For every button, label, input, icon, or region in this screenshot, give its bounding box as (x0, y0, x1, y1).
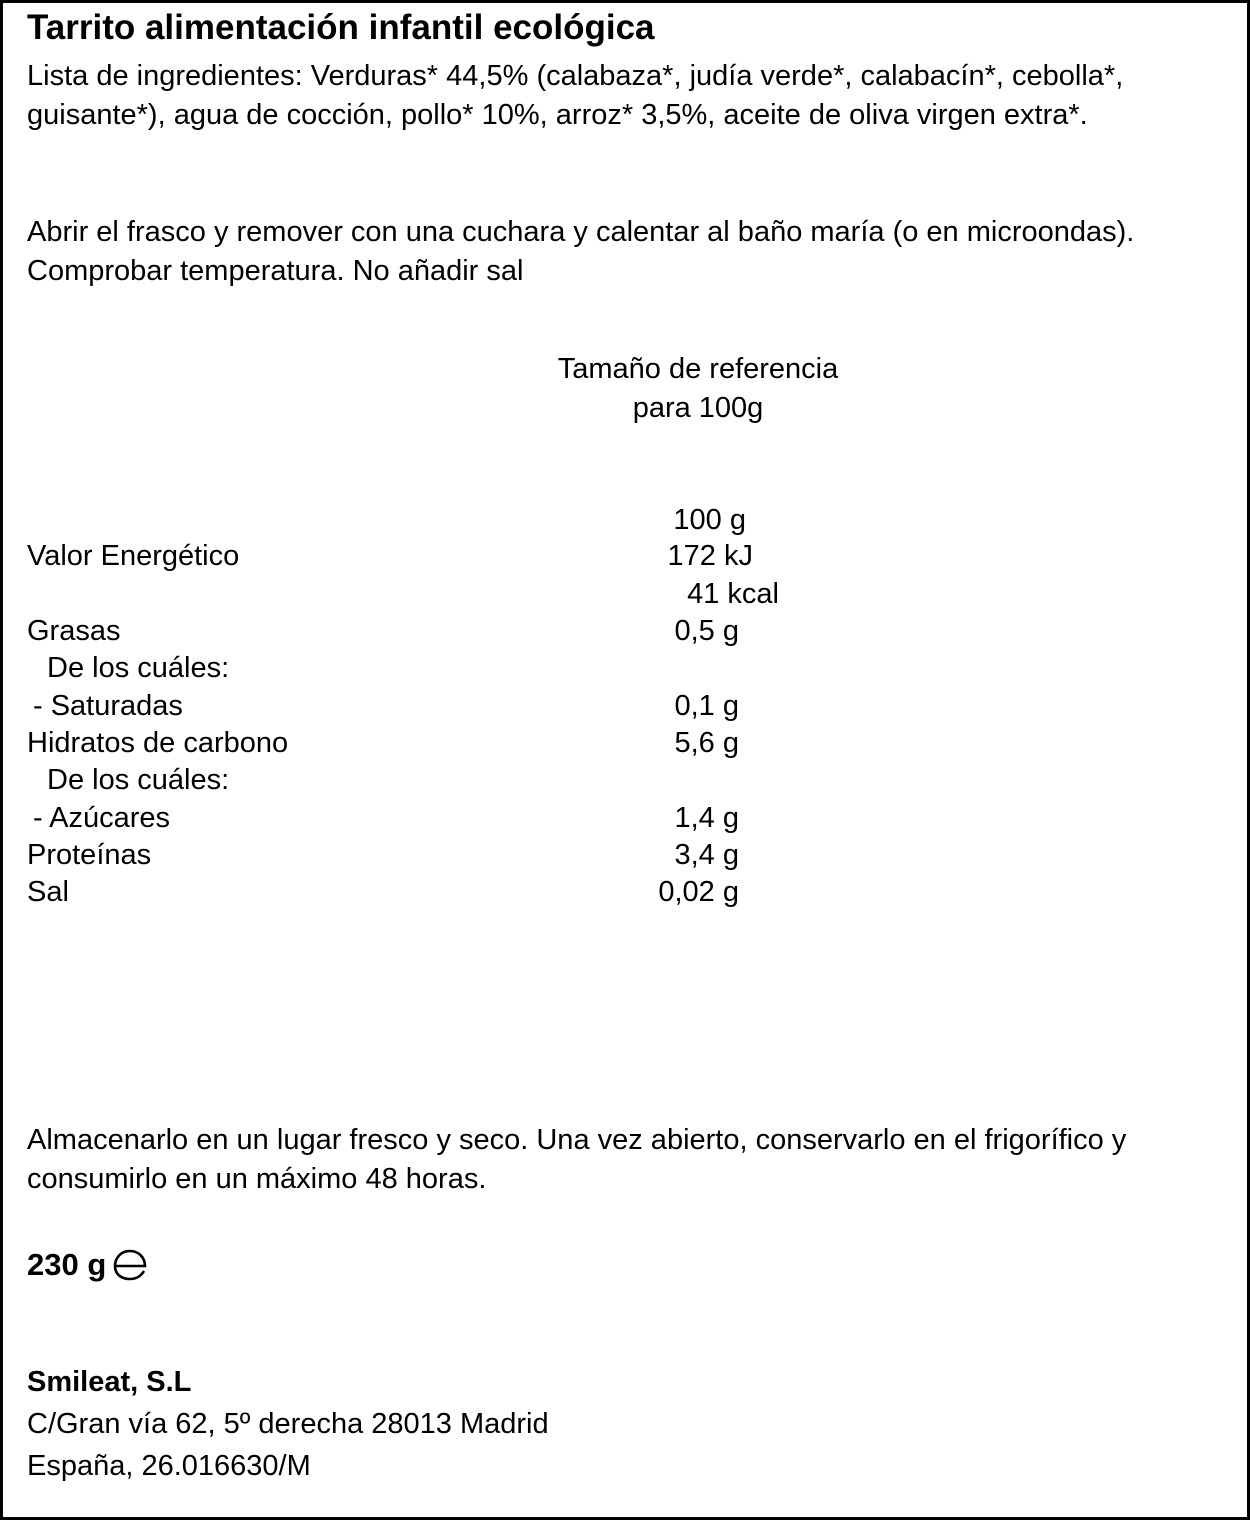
preparation-instructions: Abrir el frasco y remover con una cuchara y calentar al baño maría (o en microondas). Comprobar temperatura. No añadir sal (27, 216, 1135, 287)
reference-line-1: Tamaño de referencia (557, 353, 839, 385)
company-name: Smileat, S.L (27, 1366, 192, 1398)
salt-label: Sal (27, 876, 69, 908)
saturated-label: - Saturadas (33, 690, 183, 722)
energy-kcal-value: 41 kcal (687, 578, 779, 610)
ingredients-list: Lista de ingredientes: Verduras* 44,5% (calabaza*, judía verde*, calabacín*, cebolla*, guisante*), agua de cocción, pollo* 10%, arroz* 3,5%, aceite de oliva virgen extra*. (27, 60, 1124, 131)
energy-kj-value: 172 kJ (667, 540, 753, 572)
net-weight-value: 230 g (27, 1247, 107, 1282)
company-address: C/Gran vía 62, 5º derecha 28013 Madrid (27, 1408, 549, 1440)
saturated-value: 0,1 g (674, 690, 739, 722)
protein-value: 3,4 g (674, 839, 739, 871)
energy-label: Valor Energético (27, 540, 240, 572)
reference-size (543, 350, 853, 428)
carbs-of-which-label: De los cuáles: (47, 764, 230, 796)
net-weight (27, 1244, 148, 1286)
carbs-value: 5,6 g (674, 727, 739, 759)
fat-value: 0,5 g (674, 615, 739, 647)
company-country-registration: España, 26.016630/M (27, 1450, 311, 1482)
sugars-label: - Azúcares (33, 802, 170, 834)
nutrition-column-header: 100 g (673, 504, 746, 536)
product-title: Tarrito alimentación infantil ecológica (27, 8, 655, 47)
storage-instructions: Almacenarlo en un lugar fresco y seco. Una vez abierto, conservarlo en el frigorífico y consumirlo en un máximo 48 horas. (27, 1124, 1127, 1195)
reference-line-2: para 100g (632, 392, 764, 424)
protein-label: Proteínas (27, 839, 152, 871)
fat-label: Grasas (27, 615, 121, 647)
sugars-value: 1,4 g (674, 802, 739, 834)
estimated-e-mark-icon (112, 1248, 148, 1282)
carbs-label: Hidratos de carbono (27, 727, 289, 759)
fat-of-which-label: De los cuáles: (47, 652, 230, 684)
salt-value: 0,02 g (658, 876, 739, 908)
